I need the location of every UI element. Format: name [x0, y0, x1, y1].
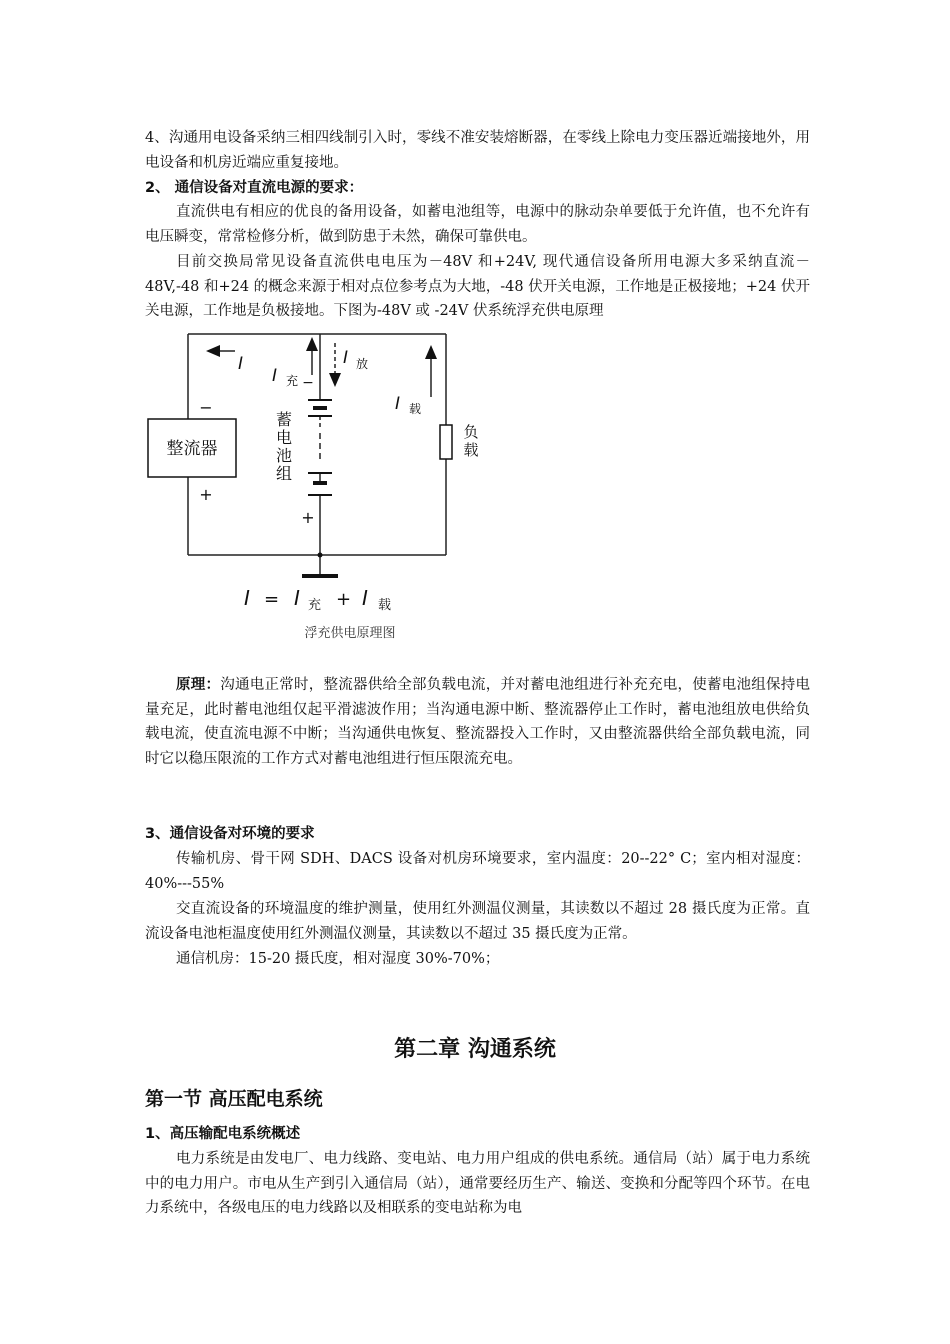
rectifier-minus: −	[199, 398, 213, 417]
equation-i: I	[244, 586, 250, 610]
power-item-4: 4、沟通用电设备采纳三相四线制引入时，零线不准安装熔断器，在零线上除电力变压器近端接地外，用电设备和机房近端应重复接地。	[145, 130, 810, 171]
subsection-heading: 1、高压输配电系统概述	[145, 1126, 301, 1142]
float-charge-diagram	[140, 325, 480, 650]
dc-paragraph-2: 目前交换局常见设备直流供电电压为－48V 和+24V, 现代通信设备所用电源大多采纳直流－48V,-48 和+24 的概念来源于相对点位参考点为大地，-48 伏开关电源，工作地是正极接地；+24 伏开关电源，工作地是负极接地。下图为-48V 或 -24V 伏系统浮充供电原理	[145, 254, 810, 319]
principle-text: 沟通电正常时，整流器供给全部负载电流，并对蓄电池组进行补充充电，使蓄电池组保持电量充足，此时蓄电池组仅起平滑滤波作用；当沟通电源中断、整流器停止工作时，蓄电池组放电供给负载电流，使直流电源不中断；当沟通供电恢复、整流器投入工作时，又由整流器供给全部负载电流，同时它以稳压限流的工作方式对蓄电池组进行恒压限流充电。	[145, 677, 810, 767]
battery-label-1: 蓄	[275, 410, 293, 429]
rectifier-label: 整流器	[166, 439, 218, 459]
equation-equals: =	[264, 589, 280, 610]
current-discharge-sub: 放	[356, 357, 369, 371]
battery-plus: +	[301, 508, 315, 527]
load-label-2: 载	[463, 441, 479, 459]
current-i-label: I	[238, 354, 244, 374]
equation-plus: +	[336, 589, 352, 610]
section-title: 第一节 高压配电系统	[145, 1088, 323, 1110]
diagram-caption: 浮充供电原理图	[304, 626, 396, 641]
battery-label-4: 组	[275, 464, 293, 483]
current-load-sub: 载	[409, 402, 422, 416]
current-charge-sub: 充	[286, 374, 299, 388]
equation-sub-charge: 充	[308, 598, 322, 613]
equation-i-load: I	[362, 586, 368, 610]
equation-i-charge: I	[294, 586, 300, 610]
current-discharge-i: I	[343, 348, 349, 368]
env-paragraph-3: 通信机房：15-20 摄氏度，相对湿度 30%-70%；	[176, 951, 500, 967]
env-paragraph-1: 传输机房、骨干网 SDH、DACS 设备对机房环境要求，室内温度：20--22° C；室内相对湿度：40%---55%	[145, 851, 810, 892]
chapter-title: 第二章 沟通系统	[394, 1037, 556, 1062]
chapter-paragraph: 电力系统是由发电厂、电力线路、变电站、电力用户组成的供电系统。通信局（站）属于电力系统中的电力用户。市电从生产到引入通信局（站），通常要经历生产、输送、变换和分配等四个环节。在电力系统中，各级电压的电力线路以及相联系的变电站称为电	[145, 1151, 810, 1216]
dc-paragraph-1: 直流供电有相应的优良的备用设备，如蓄电池组等，电源中的脉动杂单要低于允许值，也不允许有电压瞬变，常常检修分析，做到防患于未然，确保可靠供电。	[145, 204, 810, 245]
current-load-i: I	[395, 394, 401, 414]
principle-label: 原理：	[176, 677, 221, 693]
dc-heading: 2、 通信设备对直流电源的要求：	[145, 180, 364, 196]
battery-minus: −	[302, 375, 314, 391]
battery-label-2: 电	[275, 428, 293, 447]
current-charge-i: I	[272, 366, 278, 386]
principle-paragraph	[145, 673, 810, 771]
load-label-1: 负	[463, 423, 479, 441]
battery-label-3: 池	[275, 446, 293, 465]
rectifier-plus: +	[199, 485, 213, 504]
env-heading: 3、通信设备对环境的要求	[145, 826, 315, 842]
env-paragraph-2: 交直流设备的环境温度的维护测量，使用红外测温仪测量，其读数以不超过 28 摄氏度为正常。直流设备电池柜温度使用红外测温仪测量，其读数以不超过 35 摄氏度为正常。	[145, 901, 810, 942]
equation-sub-load: 载	[378, 598, 392, 613]
